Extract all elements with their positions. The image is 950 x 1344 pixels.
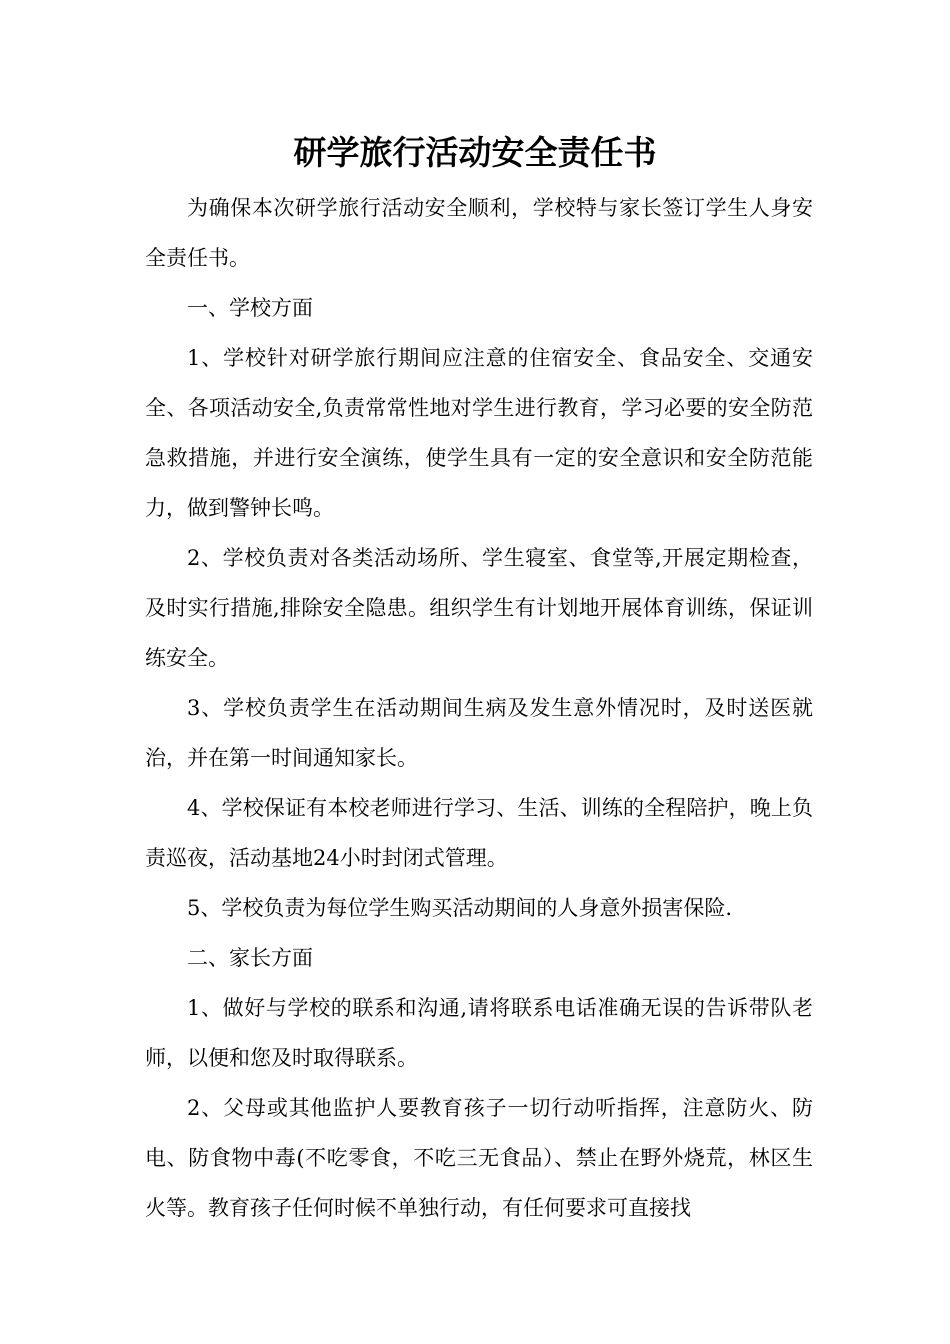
paragraph-school-4: 4、学校保证有本校老师进行学习、生活、训练的全程陪护，晚上负责巡夜，活动基地24小时封闭式管理。 (145, 796, 813, 870)
paragraph-school-5: 5、学校负责为每位学生购买活动期间的人身意外损害保险. (187, 896, 733, 920)
section-heading-school: 一、学校方面 (187, 296, 313, 320)
paragraph-school-3: 3、学校负责学生在活动期间生病及发生意外情况时，及时送医就治，并在第一时间通知家长。 (145, 696, 813, 770)
paragraph-parents-2: 2、父母或其他监护人要教育孩子一切行动听指挥，注意防火、防电、防食物中毒(不吃零食，不吃三无食品）、禁止在野外烧荒，林区生火等。教育孩子任何时候不单独行动，有任何要求可直接找 (145, 1096, 813, 1220)
paragraph-intro: 为确保本次研学旅行活动安全顺利，学校特与家长签订学生人身安全责任书。 (145, 196, 813, 270)
document-body (145, 183, 813, 1233)
section-heading-parents: 二、家长方面 (187, 946, 313, 970)
paragraph-school-2: 2、学校负责对各类活动场所、学生寝室、食堂等,开展定期检查，及时实行措施,排除安全隐患。组织学生有计划地开展体育训练，保证训练安全。 (145, 546, 813, 670)
paragraph-parents-1: 1、做好与学校的联系和沟通,请将联系电话准确无误的告诉带队老师，以便和您及时取得联系。 (145, 996, 813, 1070)
paragraph-school-1: 1、学校针对研学旅行期间应注意的住宿安全、食品安全、交通安全、各项活动安全,负责常常性地对学生进行教育，学习必要的安全防范急救措施，并进行安全演练，使学生具有一定的安全意识和安全防范能力，做到警钟长鸣。 (145, 346, 813, 520)
document-title: 研学旅行活动安全责任书 (293, 133, 657, 172)
